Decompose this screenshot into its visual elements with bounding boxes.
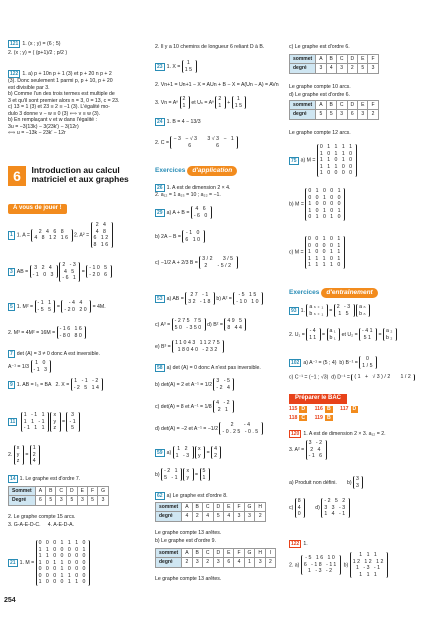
exercise-number: 58: [157, 365, 163, 371]
answer-26: 26 1. A est de dimension 2 × 4.: [157, 185, 231, 191]
exercise-number: 21: [10, 560, 16, 567]
exercise-number: 3: [10, 269, 13, 276]
answer-7: 7 det (A) = 3 ≠ 0 donc A est inversible.: [10, 351, 100, 357]
exercise-number: 1: [10, 232, 13, 239]
chapter-title: Introduction au calcul matriciel et aux graphes: [31, 165, 129, 184]
page-number: 254: [4, 597, 16, 604]
answer-26-2: 2. a₁₂ = 1 a₂₃ = 10 ; a₂₂ = −1.: [155, 192, 221, 198]
exercise-number: 11: [10, 419, 16, 426]
answer-59a: 59 a) 1 2 1 -3 x y = 4 2: [155, 446, 221, 459]
exercise-number: 102: [291, 359, 300, 366]
answer-3: 3 AB = 3 2 4 -1 0 3 2 -3 4 5 -6 1 = -10 5 -20 6: [8, 262, 112, 282]
degree-table-c: sommet A B C D E F degré 3 4 3 2 5 3: [289, 54, 379, 74]
answer-5-2: 2. M³ = 4M² = 16M = -16 16 -80 80: [8, 326, 86, 339]
exercise-number: 62: [157, 493, 163, 499]
answer-120: 120 1. A est de dimension 2 × 3. a₁₂ = 2.: [291, 431, 386, 437]
ex2-line: 2. Il y a 10 chemins de longueur 6 reliant D à B.: [155, 44, 265, 50]
answer-29a: 29 a) A + B = 4 6 -6 0: [155, 206, 212, 219]
exercise-number: 53: [157, 295, 163, 302]
answer-53e: e) B³ = 11043 11275 18040 -232: [155, 340, 224, 353]
answer-53: 53 a) AB = 27 -1 32 -18 b) A² = -5 15 -10 10: [155, 292, 263, 305]
a-vous-de-jouer: À vous de jouer !: [8, 204, 67, 214]
exercises-entrainement-header: Exercices d'entraînement: [289, 288, 378, 298]
answer-11-2: 2. x y z = 1 2 4: [8, 445, 40, 465]
answer-24-2: 2. C = −3 −√3 3√3 − 1 6 6: [155, 136, 238, 149]
exercise-number: 93: [291, 307, 297, 314]
answer-29b: b) 2A − B = -1 0 6 10: [155, 230, 205, 243]
exercise-number: 9: [10, 381, 13, 388]
degree-table-62a: sommet A B C D E F G H degré 4 2 4 5 4 3 3 2: [155, 502, 266, 522]
answer-9: 9 1. AB = I₃ = BA 2. X = 1 -1 -2 -2 5 14: [8, 378, 103, 391]
answer-29c: c) −1/2 A + 2/3 B = 3/2 3/5 2 -5/2: [155, 256, 238, 269]
graph-c-arcs: Le graphe compte 10 arcs.: [289, 84, 351, 90]
answer-102c: c) C⁻¹ = (−1 ; √3) d) D⁻¹ = (1 + √3)/2 1/2: [289, 374, 415, 381]
answer-62b-edges: Le graphe compte 13 arêtes.: [155, 576, 222, 582]
degree-table-d: sommet A B C D E F degré 5 5 3 6 3 2: [289, 100, 379, 120]
answer-62b: b) Le graphe est d'ordre 9.: [155, 538, 216, 544]
exercise-number: 7: [10, 351, 13, 357]
graph-d-order: d) Le graphe est d'ordre 6.: [289, 92, 350, 98]
answer-120-3: 3. A² = 3 -2 2 4 -1 6: [289, 440, 327, 460]
exercise-number: 122: [291, 541, 300, 547]
answer-62: 62 a) Le graphe est d'ordre 8.: [157, 493, 228, 499]
answer-23-3: 3. Vn = Aⁿ 2 1 et Uₙ = Aⁿ 2 1 + 1 15: [155, 96, 246, 109]
exercise-number: 122: [10, 71, 19, 77]
answer-75a: 75 a) M = 0 1 1 1 1 1 0 1 1 0 1 1 0 1 0 1 1 1 0 0 1 0 0 0 0: [289, 144, 357, 177]
answer-120c: c) 8 4 0 d) -2 5 2 3 3 -3 1 4 -1: [289, 498, 350, 518]
exercise-number: 75: [291, 157, 297, 164]
answer-75b: b) M = 0 1 0 0 1 0 0 1 0 0 1 0 0 0 0 1 0 1 0 1 0 1 0 1 0: [289, 188, 345, 221]
exercise-number: 59: [157, 449, 163, 456]
answer-58a: 58 a) det (A) = 0 donc A n'est pas inversible.: [157, 365, 261, 371]
answer-93: 93 1. aₙ₊₁ bₙ₊₁ = 2 -3 1 5 aₙ bₙ: [289, 304, 370, 317]
answer-93-2: 2. U₁ = -4 11 = a₁ b₁ et U₂ = -41 51 = a₂ b₂: [289, 328, 397, 341]
chapter-header: [8, 166, 131, 186]
exercise-number: 26: [157, 185, 163, 191]
exercise-number: 29: [157, 209, 163, 216]
answer-7-inverse: A⁻¹ = 1/3 1 0 -1 3: [8, 360, 51, 373]
answer-62-edges: Le graphe compte 13 arêtes.: [155, 530, 222, 536]
ex121-line1: 121 1. (x ; y) = (6 ; 5): [10, 41, 61, 47]
graph-d-arcs: Le graphe compte 12 arcs.: [289, 130, 351, 136]
exercises-application-header: Exercices d'application: [155, 166, 237, 176]
answer-102a: 102 a) A⁻¹ = (5 ; 4) b) B⁻¹ = 0 1/5: [289, 356, 377, 369]
answer-58c: c) det(A) = 8 et A⁻¹ = 1/8 4 -2 2 1: [155, 400, 234, 413]
degree-table-14: Sommet A B C D E F G Degré 6 5 3 5 3 5 3: [8, 486, 109, 506]
answer-59b: b) -2 1 5 -1 x y = 5 1: [155, 468, 210, 481]
answer-53c: c) A³ = -275 75 50 -350 d) B² = 49 5 8 44: [155, 318, 246, 331]
prepare-bac-banner: Préparer le BAC: [289, 394, 347, 404]
chapter-number: 6: [8, 166, 26, 186]
answer-58b: b) det(A) = 2 et A⁻¹ = 1/2 3 -5 -2 4: [155, 378, 234, 391]
exercise-number: 120: [291, 431, 300, 437]
answer-24: 24 1. B = 4 − 13/3: [157, 119, 201, 125]
exercise-number: 23: [157, 63, 163, 70]
bac-answers: 115 D 116 B 117 D 118 C 119 B: [289, 406, 357, 421]
answer-75c: c) M = 0 0 1 0 1 0 0 0 0 1 1 0 0 1 1 1 1 1 0 1 1 1 1 1 0: [289, 236, 345, 269]
answer-21: 21 1. M = 0 0 0 1 1 1 0 1 1 0 0 0 0 1 1 1 0 0 0 0 0 1 0 1 1 0 0 0 0 0 0 1 0 0 0 0 0 0 1 1 0 0 1 0 0 0 1 1 0: [8, 540, 90, 586]
answer-120a: a) Produit non défini. b) 3 3: [289, 476, 363, 489]
exercise-number: 14: [10, 476, 16, 482]
answer-11: 11 1 -1 1 1 1 -1 -1 1 1 x y z = 3 -1 5: [8, 412, 80, 432]
ex122-block: 122 1. a) p + 10n p + 1 (3) et p + 20 n p + 2 (3). Donc seulement 1 parmi p, p + 10, p + 20 est divisible par 3. b) Comme l'un des trois termes est multiple de 3 et qu'il sont premier alors n = 3, 0 = 13, c = 23. c) 13 = 1 (3) et 23 ≡ 2 ≡ −1 (3). L'égalité mo- dulo 3 donne v − w ≡ 0 (3) ⟺ v ≡ w (3). b) En remplaçant v et w dans l'égalité : 3u = −3(13k) − 3(23k′) − 3(12r) ⟺ u = −13k − 23k′ − 12r: [8, 71, 120, 137]
exercise-number: 5: [10, 303, 13, 310]
exercise-number: 121: [10, 41, 19, 47]
answer-14-3: 3. G-A-E-D-C. 4. A-E-D-A.: [8, 522, 75, 528]
answer-14-2: 2. Le graphe compte 15 arcs.: [8, 514, 76, 520]
ex121-line2: 2. (x ; y) = ( (p+1)/2 ; p/2 ): [8, 50, 68, 56]
exercise-number: 24: [157, 119, 163, 125]
answer-14: 14 1. Le graphe est d'ordre 7.: [10, 476, 81, 482]
answer-23: 23 1. X = 1 15: [155, 60, 197, 73]
answer-122-2: 2. a) -5 16 10 6 -18 -11 1 -3 -2 b) 1 1 1 12 12 12 1 -3 -1 1 1 1: [289, 552, 388, 578]
answer-58d: d) det(A) = −2 et A⁻¹ = −1/2 2 -4 -0.25 -0.5: [155, 422, 263, 435]
answer-5: 5 1. M² = -1 1 -5 5 = -4 4 -20 20 = 4M.: [10, 300, 106, 313]
graph-c-order: c) Le graphe est d'ordre 6.: [289, 44, 350, 50]
answer-1: 1 1. A = 2 4 6 8 4 8 12 16 2. A² = 2 4 4 8 6 12 8 16: [8, 222, 113, 248]
answer-122: 122 1.: [291, 541, 308, 547]
answer-23-2: 2. Vn+1 = Un+1 − X = AUn + B − X = A(Un − A) = AVn: [155, 82, 279, 88]
degree-table-62b: sommet A B C D E F G H I degré 2 3 2 3 6 4 1 3 2: [155, 548, 276, 568]
